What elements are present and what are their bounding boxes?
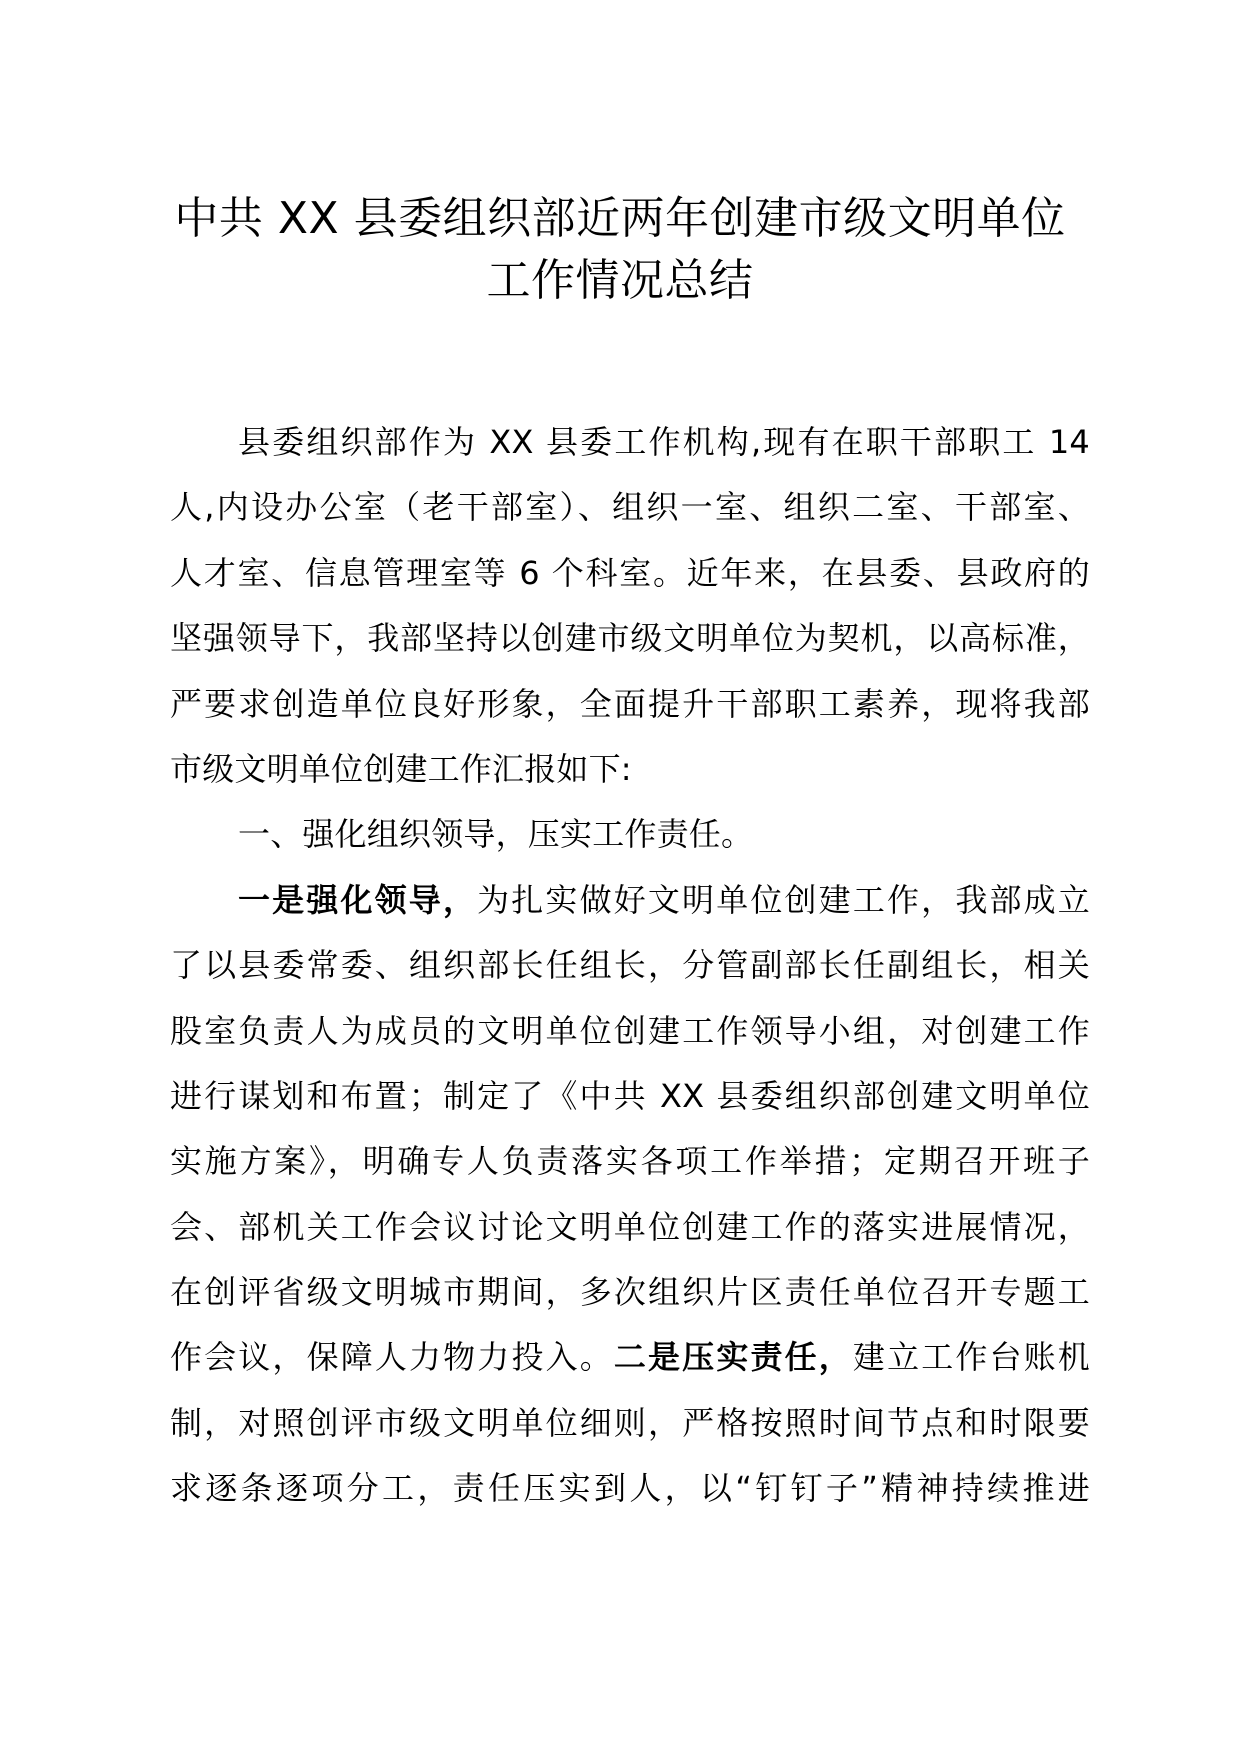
paragraph-2-line-3: 股室负责人为成员的文明单位创建工作领导小组，对创建工作 <box>170 1011 1090 1050</box>
paragraph-2-line-10: 求逐条逐项分工，责任压实到人，以“钉钉子”精神持续推进 <box>170 1469 1090 1508</box>
paragraph-1-line-4: 坚强领导下，我部坚持以创建市级文明单位为契机，以高标准， <box>170 619 1090 658</box>
point-two-text: 建立工作台账机 <box>852 1338 1090 1377</box>
paragraph-1-line-2: 人,内设办公室（老干部室）、组织一室、组织二室、干部室、 <box>170 488 1090 527</box>
section-heading-1: 一、强化组织领导，压实工作责任。 <box>238 815 754 854</box>
paragraph-1-line-1: 县委组织部作为 XX 县委工作机构,现有在职干部职工 14 <box>238 423 1090 461</box>
paragraph-2-line-2: 了以县委常委、组织部长任组长，分管副部长任副组长，相关 <box>170 946 1090 985</box>
paragraph-1-line-3: 人才室、信息管理室等 6 个科室。近年来，在县委、县政府的 <box>170 553 1090 592</box>
paragraph-2-line-9: 制，对照创评市级文明单位细则，严格按照时间节点和时限要 <box>170 1403 1090 1442</box>
point-one-label: 一是强化领导， <box>238 880 478 919</box>
point-one-text: 为扎实做好文明单位创建工作，我部成立 <box>477 880 1090 919</box>
document-title <box>150 188 1090 312</box>
paragraph-2-line-8-text: 作会议，保障人力物力投入。 <box>170 1338 614 1377</box>
point-two-label: 二是压实责任， <box>613 1338 853 1377</box>
paragraph-2-line-6: 会、部机关工作会议讨论文明单位创建工作的落实进展情况， <box>170 1207 1090 1246</box>
paragraph-1-line-6: 市级文明单位创建工作汇报如下: <box>170 749 632 788</box>
paragraph-2-line-8 <box>170 1325 1090 1390</box>
paragraph-2-line-5: 实施方案》，明确专人负责落实各项工作举措；定期召开班子 <box>170 1142 1090 1181</box>
title-line-1: 中共 XX 县委组织部近两年创建市级文明单位 <box>174 193 1066 244</box>
paragraph-2-line-1 <box>170 868 1090 933</box>
document-body <box>170 410 1090 1522</box>
paragraph-1-line-5: 严要求创造单位良好形象，全面提升干部职工素养，现将我部 <box>170 684 1090 723</box>
paragraph-2-line-4: 进行谋划和布置；制定了《中共 XX 县委组织部创建文明单位 <box>170 1076 1090 1115</box>
paragraph-2-line-7: 在创评省级文明城市期间，多次组织片区责任单位召开专题工 <box>170 1273 1090 1312</box>
title-line-2: 工作情况总结 <box>486 255 754 306</box>
